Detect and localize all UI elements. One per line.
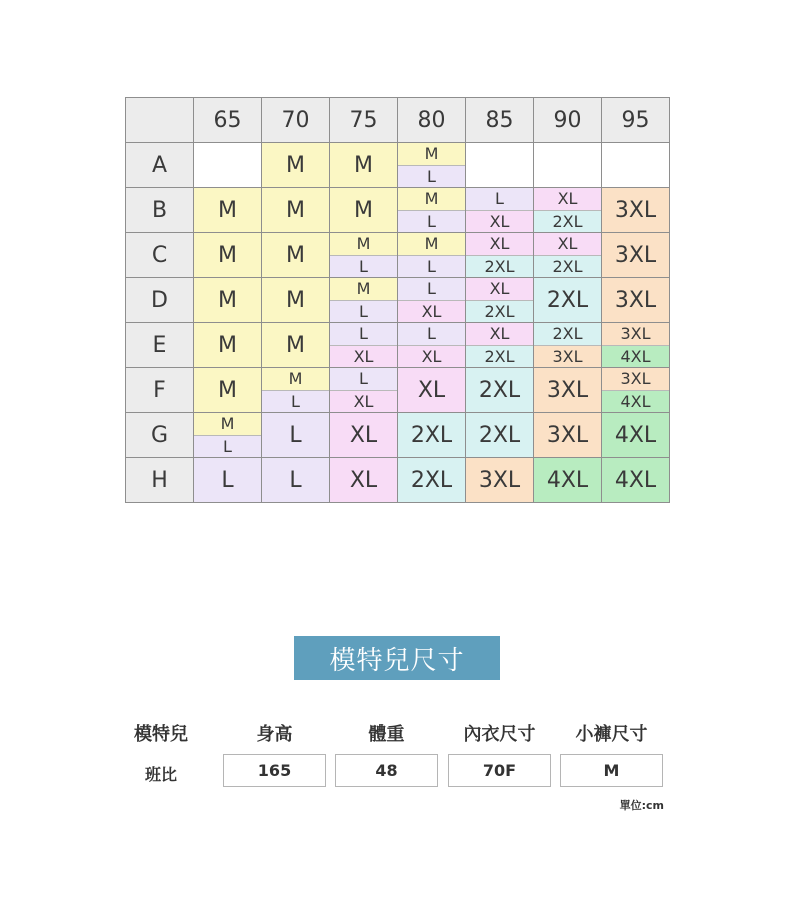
size-cell: 2XL xyxy=(534,278,602,323)
bra-size-value: 70F xyxy=(448,754,551,787)
bra-size-header: 內衣尺寸 xyxy=(463,724,536,745)
grid-row xyxy=(126,413,670,458)
size-cell: 2XL xyxy=(398,458,466,503)
size-cell: M xyxy=(194,278,262,323)
size-option: M xyxy=(398,188,465,211)
size-cell xyxy=(194,413,262,458)
size-option: L xyxy=(398,323,465,346)
size-option: L xyxy=(330,256,397,278)
cup-size-header: B xyxy=(126,188,194,233)
split-size-cell xyxy=(534,323,601,367)
split-size-cell xyxy=(398,188,465,232)
size-option: M xyxy=(398,233,465,256)
split-size-cell xyxy=(398,233,465,277)
size-option: L xyxy=(398,166,465,188)
model-size-title: 模特兒尺寸 xyxy=(294,636,500,680)
size-option: XL xyxy=(534,233,601,256)
size-option: L xyxy=(330,368,397,391)
band-size-header: 80 xyxy=(398,98,466,143)
split-size-cell xyxy=(330,233,397,277)
unit-note: 單位:cm xyxy=(619,799,664,812)
size-chart-table xyxy=(125,97,670,503)
cup-size-header: F xyxy=(126,368,194,413)
size-option: 3XL xyxy=(534,346,601,368)
grid-corner-cell xyxy=(126,98,194,143)
size-cell: 2XL xyxy=(466,413,534,458)
size-option: L xyxy=(194,436,261,458)
size-option: L xyxy=(398,211,465,233)
size-option: M xyxy=(330,233,397,256)
size-cell xyxy=(602,368,670,413)
size-cell: M xyxy=(262,278,330,323)
split-size-cell xyxy=(466,323,533,367)
size-option: 2XL xyxy=(466,256,533,278)
size-cell: M xyxy=(330,188,398,233)
split-size-cell xyxy=(194,413,261,457)
size-cell xyxy=(466,233,534,278)
size-cell: M xyxy=(194,323,262,368)
band-size-header: 90 xyxy=(534,98,602,143)
size-option: M xyxy=(194,413,261,436)
size-cell xyxy=(330,323,398,368)
band-size-header: 65 xyxy=(194,98,262,143)
grid-row xyxy=(126,368,670,413)
size-cell: L xyxy=(262,413,330,458)
size-cell xyxy=(466,323,534,368)
size-cell: 3XL xyxy=(602,278,670,323)
size-option: L xyxy=(262,391,329,413)
weight-value: 48 xyxy=(335,754,438,787)
size-cell xyxy=(398,188,466,233)
size-option: M xyxy=(330,278,397,301)
size-option: L xyxy=(398,278,465,301)
size-option: XL xyxy=(330,391,397,413)
size-option: 2XL xyxy=(534,211,601,233)
size-cell xyxy=(466,188,534,233)
size-option: L xyxy=(330,323,397,346)
size-cell: XL xyxy=(330,413,398,458)
size-cell: 2XL xyxy=(398,413,466,458)
size-option: L xyxy=(398,256,465,278)
height-header: 身高 xyxy=(256,724,293,745)
size-cell: 4XL xyxy=(602,413,670,458)
split-size-cell xyxy=(398,143,465,187)
band-size-header: 70 xyxy=(262,98,330,143)
size-option: XL xyxy=(466,278,533,301)
band-size-header: 85 xyxy=(466,98,534,143)
size-cell: M xyxy=(194,188,262,233)
size-cell xyxy=(466,278,534,323)
size-cell: M xyxy=(262,188,330,233)
panty-size-value: M xyxy=(560,754,663,787)
size-cell: 3XL xyxy=(534,413,602,458)
size-cell xyxy=(330,233,398,278)
size-cell: 3XL xyxy=(534,368,602,413)
size-option: XL xyxy=(534,188,601,211)
size-cell: 3XL xyxy=(602,188,670,233)
band-size-header: 95 xyxy=(602,98,670,143)
size-option: XL xyxy=(398,346,465,368)
size-cell xyxy=(194,143,262,188)
size-cell: L xyxy=(262,458,330,503)
size-cell: XL xyxy=(398,368,466,413)
size-option: 2XL xyxy=(534,323,601,346)
size-option: 4XL xyxy=(602,391,669,413)
size-cell xyxy=(398,233,466,278)
size-cell xyxy=(466,143,534,188)
size-cell xyxy=(534,143,602,188)
size-option: XL xyxy=(330,346,397,368)
size-option: 2XL xyxy=(466,346,533,368)
cup-size-header: C xyxy=(126,233,194,278)
size-cell xyxy=(398,323,466,368)
cup-size-header: E xyxy=(126,323,194,368)
size-option: M xyxy=(262,368,329,391)
size-cell: L xyxy=(194,458,262,503)
grid-row xyxy=(126,188,670,233)
height-value: 165 xyxy=(223,754,326,787)
size-option: XL xyxy=(466,233,533,256)
cup-size-header: A xyxy=(126,143,194,188)
split-size-cell xyxy=(398,278,465,322)
band-size-header: 75 xyxy=(330,98,398,143)
grid-header-row xyxy=(126,98,670,143)
size-cell xyxy=(602,323,670,368)
size-option: 3XL xyxy=(602,368,669,391)
cup-size-header: D xyxy=(126,278,194,323)
model-name: 班比 xyxy=(144,765,177,784)
size-cell xyxy=(602,143,670,188)
split-size-cell xyxy=(466,233,533,277)
cup-size-header: H xyxy=(126,458,194,503)
split-size-cell xyxy=(602,368,669,412)
size-option: 2XL xyxy=(466,301,533,323)
split-size-cell xyxy=(330,323,397,367)
split-size-cell xyxy=(602,323,669,367)
size-option: 2XL xyxy=(534,256,601,278)
size-cell: M xyxy=(262,143,330,188)
grid-row xyxy=(126,278,670,323)
size-cell: 3XL xyxy=(602,233,670,278)
size-option: XL xyxy=(466,323,533,346)
size-option: 4XL xyxy=(602,346,669,368)
split-size-cell xyxy=(466,278,533,322)
size-cell xyxy=(398,143,466,188)
size-cell: M xyxy=(262,323,330,368)
split-size-cell xyxy=(330,278,397,322)
size-option: XL xyxy=(466,211,533,233)
size-cell xyxy=(534,323,602,368)
size-cell: 2XL xyxy=(466,368,534,413)
size-option: 3XL xyxy=(602,323,669,346)
size-cell xyxy=(262,368,330,413)
cup-size-header: G xyxy=(126,413,194,458)
grid-row xyxy=(126,233,670,278)
size-cell xyxy=(330,368,398,413)
split-size-cell xyxy=(330,368,397,412)
size-cell xyxy=(398,278,466,323)
size-cell: 3XL xyxy=(466,458,534,503)
size-cell: XL xyxy=(330,458,398,503)
model-header: 模特兒 xyxy=(134,724,188,745)
grid-row xyxy=(126,323,670,368)
size-cell xyxy=(534,233,602,278)
split-size-cell xyxy=(398,323,465,367)
size-option: L xyxy=(330,301,397,323)
grid-row xyxy=(126,143,670,188)
size-cell: M xyxy=(194,233,262,278)
split-size-cell xyxy=(466,188,533,232)
split-size-cell xyxy=(262,368,329,412)
grid-row xyxy=(126,458,670,503)
split-size-cell xyxy=(534,188,601,232)
size-option: L xyxy=(466,188,533,211)
size-option: M xyxy=(398,143,465,166)
size-cell: 4XL xyxy=(602,458,670,503)
size-cell: M xyxy=(330,143,398,188)
panty-size-header: 小褲尺寸 xyxy=(575,724,648,745)
weight-header: 體重 xyxy=(368,724,405,745)
size-cell xyxy=(534,188,602,233)
split-size-cell xyxy=(534,233,601,277)
size-cell: 4XL xyxy=(534,458,602,503)
size-cell xyxy=(330,278,398,323)
size-option: XL xyxy=(398,301,465,323)
size-cell: M xyxy=(194,368,262,413)
size-cell: M xyxy=(262,233,330,278)
